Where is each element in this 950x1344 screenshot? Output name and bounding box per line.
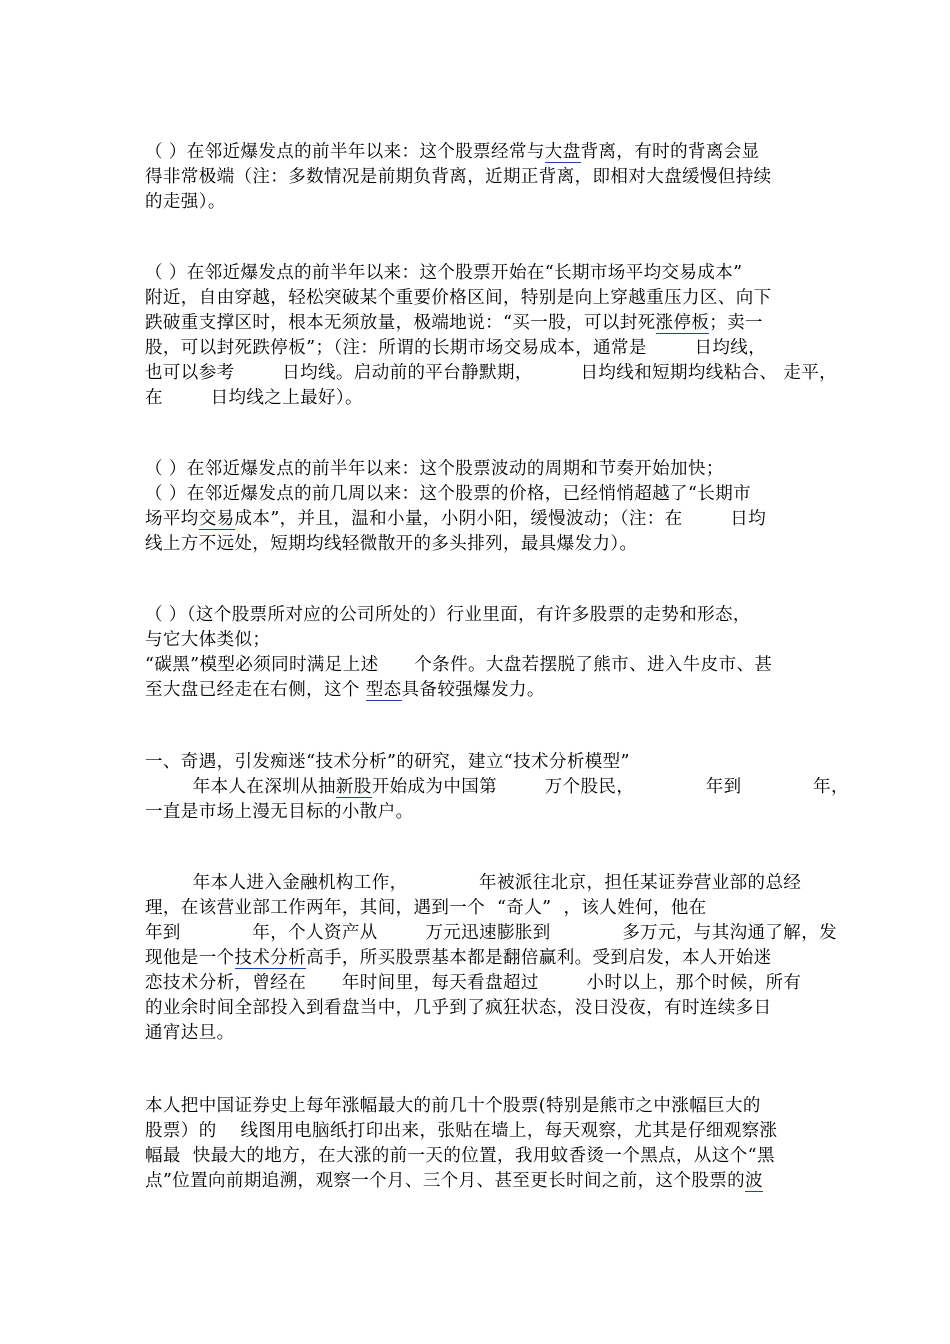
text-line: 的业余时间全部投入到看盘当中，几乎到了疯狂状态，没日没夜，有时连续多日 (145, 998, 772, 1018)
link-bo[interactable]: 波 (745, 1171, 763, 1191)
text-line: 一直是市场上漫无目标的小散户。 (145, 802, 414, 822)
text-line: 股，可以封死跌停板”；（注：所谓的长期市场交易成本，通常是 日均线， (145, 338, 767, 358)
text-line: 通宵达旦。 (145, 1023, 235, 1043)
link-jiaoyi[interactable]: 交易 (198, 509, 235, 529)
text-line: 场平均交易成本”，并且，温和小量，小阴小阳，缓慢波动；（注：在 日均 (145, 509, 767, 529)
link-jishufenxi[interactable]: 技术分析 (234, 948, 307, 968)
text-line: 至大盘已经走在右侧，这个 型态具备较强爆发力。 (145, 680, 545, 700)
text-line: 恋技术分析，曾经在 年时间里，每天看盘超过 小时以上，那个时候，所有 (145, 973, 802, 993)
text-line: 现他是一个技术分析高手，所买股票基本都是翻倍赢利。受到启发，本人开始迷 (145, 948, 772, 968)
text-line: 年本人在深圳从抽新股开始成为中国第 万个股民， 年到 年， (145, 777, 849, 797)
text-line: 在 日均线之上最好）。 (145, 388, 363, 408)
link-dapan[interactable]: 大盘 (544, 142, 581, 162)
text-line: 附近，自由穿越，轻松突破某个重要价格区间，特别是向上穿越重压力区、向下 (145, 288, 772, 308)
text-line: （ ）在邻近爆发点的前几周以来：这个股票的价格，已经悄悄超越了“长期市 (145, 484, 752, 504)
text-line: 年到 年，个人资产从 万元迅速膨胀到 多万元，与其沟通了解，发 (145, 923, 838, 943)
text-line: （ ）在邻近爆发点的前半年以来：这个股票波动的周期和节奏开始加快； (145, 459, 724, 479)
text-line: 本人把中国证券史上每年涨幅最大的前几十个股票(特别是熊市之中涨幅巨大的 (145, 1096, 761, 1116)
text-line: 理，在该营业部工作两年，其间，遇到一个 “奇人” ，该人姓何，他在 (145, 898, 707, 918)
text-line: 也可以参考 日均线。启动前的平台静默期， 日均线和短期均线粘合、 走平， (145, 363, 838, 383)
text-line: 跌破重支撑区时，根本无须放量，极端地说：“买一股，可以封死涨停板；卖一 (145, 313, 763, 333)
section-heading: 一、奇遇，引发痴迷“技术分析”的研究，建立“技术分析模型” (145, 752, 630, 772)
text-line: 的走强）。 (145, 192, 226, 212)
text-line: 年本人进入金融机构工作， 年被派往北京，担任某证券营业部的总经 (145, 873, 802, 893)
link-zhangtingban[interactable]: 涨停板 (655, 313, 710, 333)
link-xingu[interactable]: 新股 (335, 777, 372, 797)
text-line: 股票）的 线图用电脑纸打印出来，张贴在墙上，每天观察，尤其是仔细观察涨 (145, 1121, 778, 1141)
text-line: （ ）在邻近爆发点的前半年以来：这个股票经常与大盘背离，有时的背离会显 (145, 142, 760, 162)
text-line: 得非常极端（注：多数情况是前期负背离，近期正背离，即相对大盘缓慢但持续 (145, 167, 772, 187)
text-line: 幅最 快最大的地方，在大涨的前一天的位置，我用蚊香烫一个黑点，从这个“黑 (145, 1146, 775, 1166)
text-line: （ ）（这个股票所对应的公司所处的）行业里面，有许多股票的走势和形态， (145, 605, 751, 625)
text-line: 与它大体类似； (145, 630, 271, 650)
text-line: （ ）在邻近爆发点的前半年以来：这个股票开始在“长期市场平均交易成本” (145, 263, 743, 283)
link-xingtai[interactable]: 型态 (365, 680, 402, 700)
text-line: 线上方不远处，短期均线轻微散开的多头排列，最具爆发力）。 (145, 534, 638, 554)
text-line: 点”位置向前期追溯，观察一个月、三个月、甚至更长时间之前，这个股票的波 (145, 1171, 763, 1191)
text-line: “碳黑”模型必须同时满足上述 个条件。大盘若摆脱了熊市、进入牛皮市、甚 (145, 655, 773, 675)
